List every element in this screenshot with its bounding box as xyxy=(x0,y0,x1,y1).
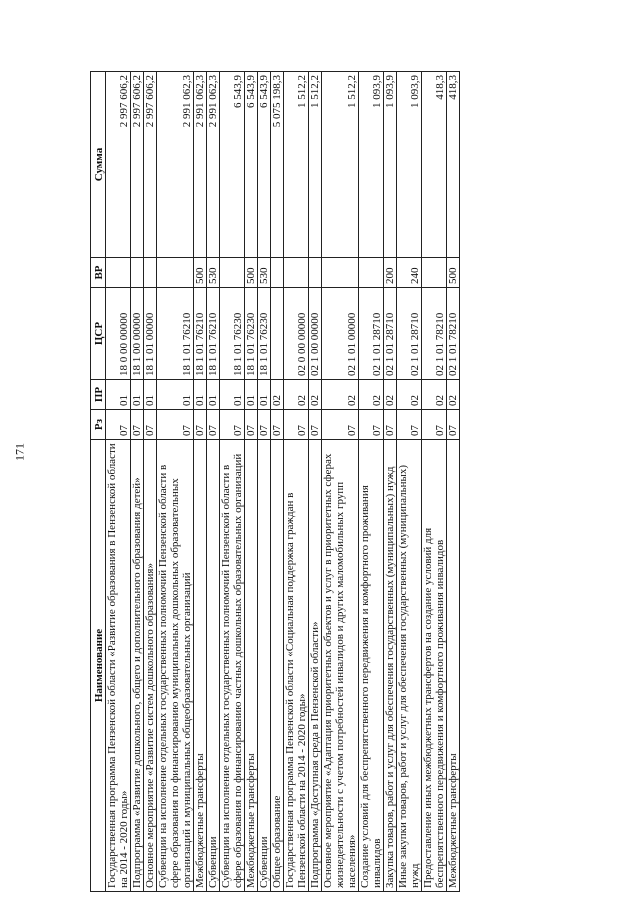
cell-rz: 07 xyxy=(131,410,144,440)
page-number: 171 xyxy=(12,443,27,461)
cell-csr: 18 1 01 00000 xyxy=(144,288,157,380)
cell-sum: 2 997 606,2 xyxy=(144,72,157,258)
cell-vr xyxy=(359,258,384,288)
cell-csr xyxy=(271,288,284,380)
table-row xyxy=(309,72,322,892)
cell-pr: 02 xyxy=(271,380,284,410)
table-row xyxy=(106,72,131,892)
cell-name: Субвенции на исполнение отдельных государственных полномочий Пензенской области в сфере образования по финансированию муниципальных дошкольных образовательных организаций и муниципальных общеобразовательных организаций xyxy=(157,440,194,892)
header-name: Наименование xyxy=(91,440,106,892)
cell-vr: 200 xyxy=(384,258,397,288)
table-row xyxy=(271,72,284,892)
cell-name: Подпрограмма «Доступная среда в Пензенской области» xyxy=(309,440,322,892)
cell-vr: 530 xyxy=(258,258,271,288)
cell-rz: 07 xyxy=(207,410,220,440)
cell-vr xyxy=(271,258,284,288)
cell-pr: 01 xyxy=(131,380,144,410)
cell-sum: 2 991 062,3 xyxy=(157,72,194,258)
cell-name: Межбюджетные трансферты xyxy=(447,440,460,892)
table-row xyxy=(258,72,271,892)
table-row xyxy=(422,72,447,892)
table-row xyxy=(384,72,397,892)
cell-rz: 07 xyxy=(258,410,271,440)
cell-csr: 02 1 01 78210 xyxy=(447,288,460,380)
cell-name: Субвенции xyxy=(258,440,271,892)
cell-pr: 01 xyxy=(106,380,131,410)
cell-sum: 6 543,9 xyxy=(245,72,258,258)
cell-name: Государственная программа Пензенской области «Развитие образования в Пензенской области на 2014 - 2020 годы» xyxy=(106,440,131,892)
cell-name: Субвенции xyxy=(207,440,220,892)
table-row xyxy=(157,72,194,892)
cell-csr: 02 1 01 28710 xyxy=(359,288,384,380)
cell-csr: 18 1 01 76230 xyxy=(258,288,271,380)
cell-vr xyxy=(157,258,194,288)
cell-vr xyxy=(106,258,131,288)
cell-name: Основное мероприятие «Адаптация приоритетных объектов и услуг в приоритетных сферах жизнедеятельности с учетом потребностей инвалидов и других маломобильных групп населения» xyxy=(322,440,359,892)
table-row xyxy=(245,72,258,892)
table-row xyxy=(397,72,422,892)
cell-csr: 18 1 01 76230 xyxy=(220,288,245,380)
cell-sum: 6 543,9 xyxy=(220,72,245,258)
cell-pr: 02 xyxy=(384,380,397,410)
cell-pr: 01 xyxy=(157,380,194,410)
cell-name: Закупка товаров, работ и услуг для обеспечения государственных (муниципальных) нужд xyxy=(384,440,397,892)
cell-pr: 02 xyxy=(309,380,322,410)
cell-vr: 500 xyxy=(447,258,460,288)
cell-rz: 07 xyxy=(106,410,131,440)
cell-csr: 18 1 01 76210 xyxy=(207,288,220,380)
table-row xyxy=(220,72,245,892)
cell-vr xyxy=(309,258,322,288)
table-header-row xyxy=(91,72,106,892)
cell-csr: 18 1 01 76210 xyxy=(194,288,207,380)
cell-vr xyxy=(284,258,309,288)
cell-sum: 418,3 xyxy=(422,72,447,258)
cell-csr: 02 1 00 00000 xyxy=(309,288,322,380)
cell-rz: 07 xyxy=(447,410,460,440)
cell-vr xyxy=(322,258,359,288)
cell-sum: 5 075 198,3 xyxy=(271,72,284,258)
cell-rz: 07 xyxy=(309,410,322,440)
cell-sum: 6 543,9 xyxy=(258,72,271,258)
table-row xyxy=(194,72,207,892)
cell-pr: 01 xyxy=(194,380,207,410)
header-sum: Сумма xyxy=(91,72,106,258)
cell-csr: 18 0 00 00000 xyxy=(106,288,131,380)
cell-rz: 07 xyxy=(220,410,245,440)
cell-rz: 07 xyxy=(157,410,194,440)
cell-vr: 500 xyxy=(245,258,258,288)
budget-table-container xyxy=(90,72,610,892)
cell-rz: 07 xyxy=(422,410,447,440)
cell-vr xyxy=(422,258,447,288)
cell-sum: 1 093,9 xyxy=(384,72,397,258)
cell-pr: 01 xyxy=(220,380,245,410)
cell-name: Создание условий для беспрепятственного передвижения и комфортного проживания инвалидов xyxy=(359,440,384,892)
cell-sum: 1 512,2 xyxy=(322,72,359,258)
cell-csr: 18 1 00 00000 xyxy=(131,288,144,380)
cell-name: Иные закупки товаров, работ и услуг для обеспечения государственных (муниципальных) нужд xyxy=(397,440,422,892)
header-csr: ЦСР xyxy=(91,288,106,380)
cell-rz: 07 xyxy=(245,410,258,440)
budget-table xyxy=(90,71,460,892)
cell-sum: 2 991 062,3 xyxy=(194,72,207,258)
cell-sum: 1 093,9 xyxy=(397,72,422,258)
cell-pr: 01 xyxy=(207,380,220,410)
cell-vr: 500 xyxy=(194,258,207,288)
cell-name: Предоставление иных межбюджетных трансфертов на создание условий для беспрепятственного передвижения и комфортного проживания инвалидов xyxy=(422,440,447,892)
cell-csr: 02 0 00 00000 xyxy=(284,288,309,380)
cell-rz: 07 xyxy=(284,410,309,440)
cell-pr: 02 xyxy=(447,380,460,410)
cell-pr: 01 xyxy=(258,380,271,410)
cell-rz: 07 xyxy=(144,410,157,440)
cell-vr xyxy=(220,258,245,288)
cell-sum: 418,3 xyxy=(447,72,460,258)
header-vr: ВР xyxy=(91,258,106,288)
cell-sum: 1 512,2 xyxy=(309,72,322,258)
cell-pr: 02 xyxy=(397,380,422,410)
cell-vr xyxy=(131,258,144,288)
cell-name: Основное мероприятие «Развитие систем дошкольного образования» xyxy=(144,440,157,892)
cell-rz: 07 xyxy=(384,410,397,440)
cell-rz: 07 xyxy=(271,410,284,440)
cell-csr: 18 1 01 76210 xyxy=(157,288,194,380)
cell-rz: 07 xyxy=(194,410,207,440)
cell-name: Субвенции на исполнение отдельных государственных полномочий Пензенской области в сфере образования по финансированию частных дошкольных образовательных организаций xyxy=(220,440,245,892)
cell-csr: 02 1 01 28710 xyxy=(384,288,397,380)
cell-rz: 07 xyxy=(322,410,359,440)
table-row xyxy=(131,72,144,892)
cell-pr: 02 xyxy=(422,380,447,410)
cell-sum: 2 991 062,3 xyxy=(207,72,220,258)
cell-vr xyxy=(144,258,157,288)
table-row xyxy=(144,72,157,892)
cell-name: Межбюджетные трансферты xyxy=(245,440,258,892)
cell-name: Подпрограмма «Развитие дошкольного, общего и дополнительного образования детей» xyxy=(131,440,144,892)
table-row xyxy=(207,72,220,892)
cell-csr: 18 1 01 76230 xyxy=(245,288,258,380)
cell-pr: 01 xyxy=(245,380,258,410)
table-row xyxy=(447,72,460,892)
cell-vr: 240 xyxy=(397,258,422,288)
cell-name: Государственная программа Пензенской области «Социальная поддержка граждан в Пензенской области на 2014 - 2020 годы» xyxy=(284,440,309,892)
header-rz: Рз xyxy=(91,410,106,440)
table-row xyxy=(284,72,309,892)
cell-sum: 1 512,2 xyxy=(284,72,309,258)
cell-pr: 02 xyxy=(322,380,359,410)
header-pr: ПР xyxy=(91,380,106,410)
cell-sum: 2 997 606,2 xyxy=(131,72,144,258)
cell-csr: 02 1 01 78210 xyxy=(422,288,447,380)
cell-pr: 02 xyxy=(359,380,384,410)
cell-sum: 2 997 606,2 xyxy=(106,72,131,258)
table-row xyxy=(322,72,359,892)
cell-pr: 02 xyxy=(284,380,309,410)
cell-sum: 1 093,9 xyxy=(359,72,384,258)
cell-pr: 01 xyxy=(144,380,157,410)
cell-csr: 02 1 01 28710 xyxy=(397,288,422,380)
cell-csr: 02 1 01 00000 xyxy=(322,288,359,380)
cell-vr: 530 xyxy=(207,258,220,288)
cell-rz: 07 xyxy=(359,410,384,440)
table-row xyxy=(359,72,384,892)
cell-name: Межбюджетные трансферты xyxy=(194,440,207,892)
cell-rz: 07 xyxy=(397,410,422,440)
cell-name: Общее образование xyxy=(271,440,284,892)
